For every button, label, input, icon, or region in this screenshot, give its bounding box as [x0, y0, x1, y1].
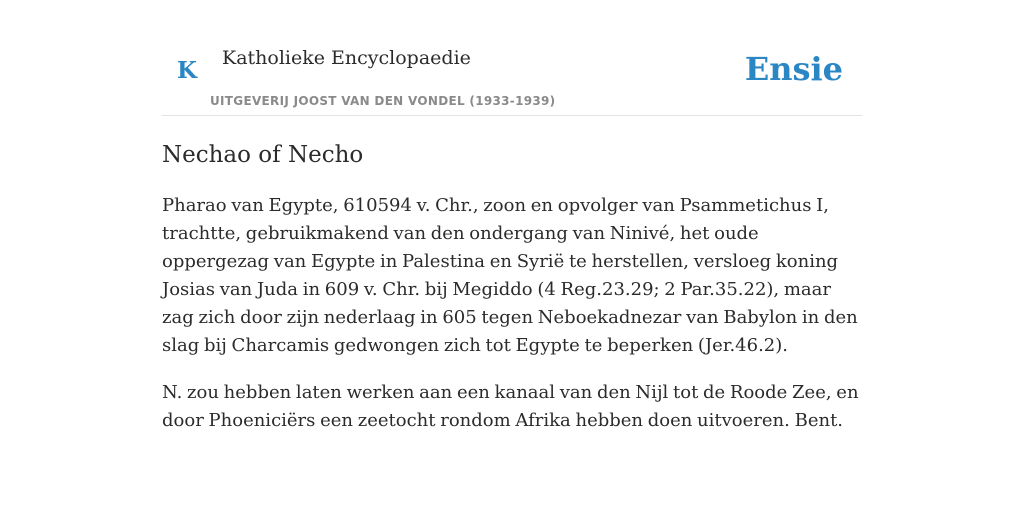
encyclopedia-logo[interactable]: K: [177, 57, 197, 84]
ensie-logo-link[interactable]: Ensie: [744, 50, 843, 88]
publisher-label: UITGEVERIJ JOOST VAN DEN VONDEL (1933-1939): [210, 94, 556, 108]
encyclopedia-title-link[interactable]: Katholieke Encyclopaedie: [222, 47, 471, 69]
entry-title: Nechao of Necho: [162, 142, 364, 168]
page: [162, 0, 862, 512]
site-header: [162, 0, 862, 116]
entry-paragraph: Pharao van Egypte, 610594 v. Chr., zoon en opvolger van Psammetichus I, trachtte, gebruikmakend van den ondergang van Ninivé, het oude oppergezag van Egypte in Palestina en Syrië te herstellen, versloeg koning Josias van Juda in 609 v. Chr. bij Megiddo (4 Reg.23.29; 2 Par.35.22), maar zag zich door zijn nederlaag in 605 tegen Neboekadnezar van Babylon in den slag bij Charcamis gedwongen zich tot Egypte te beperken (Jer.46.2).: [162, 195, 858, 356]
entry-body: [162, 192, 862, 454]
entry-paragraph: N. zou hebben laten werken aan een kanaal van den Nijl tot de Roode Zee, en door Phoeniciërs een zeetocht rondom Afrika hebben doen uitvoeren. Bent.: [162, 382, 859, 431]
